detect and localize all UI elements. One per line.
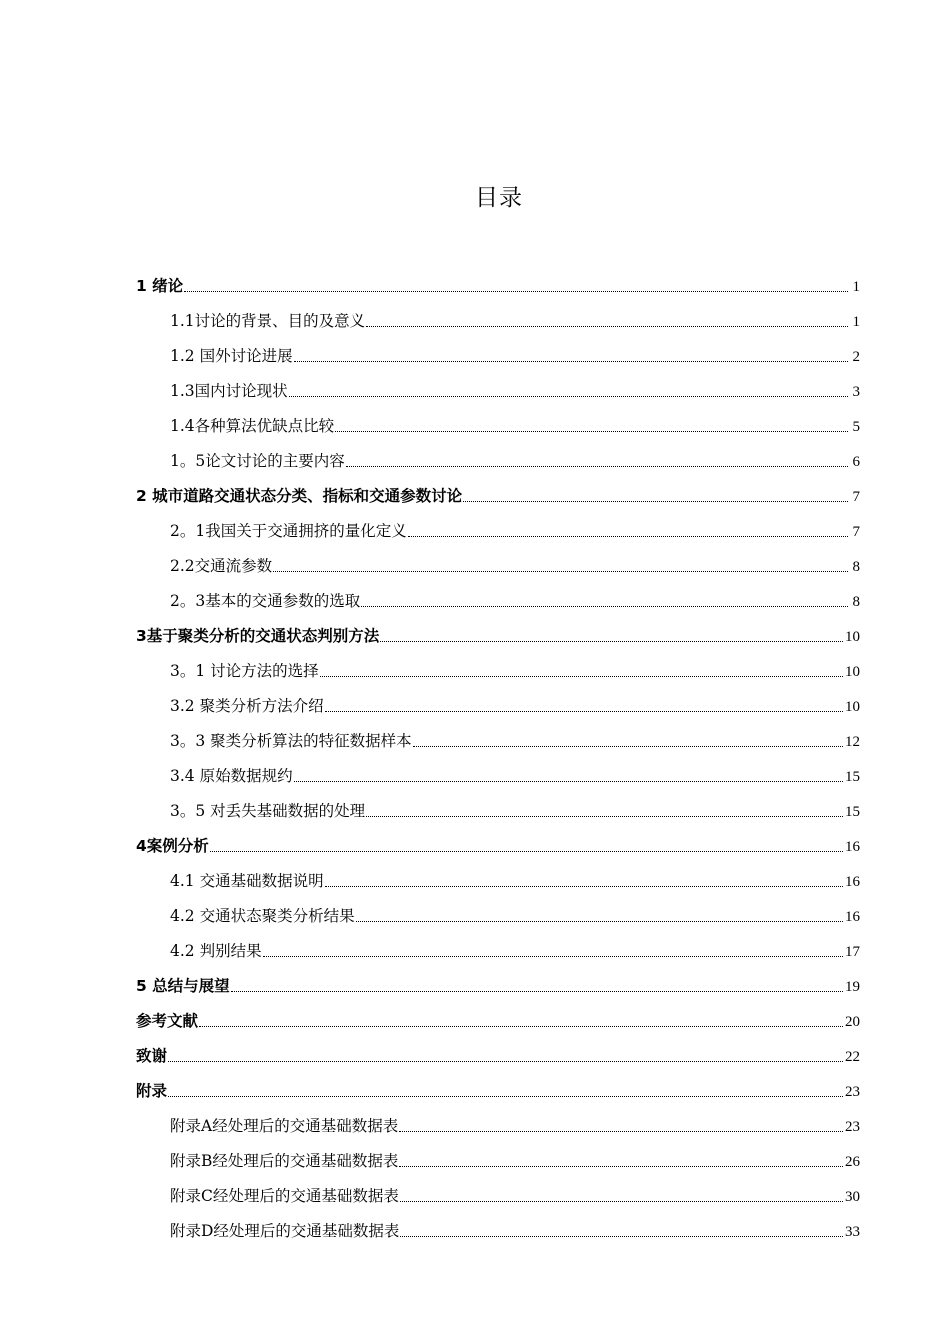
toc-entry-label: 2 城市道路交通状态分类、指标和交通参数讨论 bbox=[136, 487, 463, 505]
toc-page-number: 1 bbox=[852, 314, 860, 330]
toc-page-number: 15 bbox=[845, 769, 860, 785]
toc-dot-leader bbox=[463, 501, 848, 502]
toc-page-number: 1 bbox=[852, 279, 860, 295]
table-of-contents bbox=[136, 268, 860, 1248]
toc-entry-label: 3.4 原始数据规约 bbox=[170, 767, 293, 785]
toc-entry-label: 1。5论文讨论的主要内容 bbox=[170, 452, 345, 470]
toc-entry-label: 1.2 国外讨论进展 bbox=[170, 347, 293, 365]
toc-section-entry[interactable] bbox=[136, 338, 860, 373]
toc-entry-label: 5 总结与展望 bbox=[136, 977, 230, 995]
toc-page-number: 10 bbox=[845, 699, 860, 715]
toc-section-entry[interactable] bbox=[136, 373, 860, 408]
toc-entry-label: 致谢 bbox=[136, 1047, 168, 1065]
toc-entry-label: 参考文献 bbox=[136, 1012, 199, 1030]
toc-section-entry[interactable] bbox=[136, 688, 860, 723]
toc-dot-leader bbox=[168, 1061, 843, 1062]
toc-section-entry[interactable] bbox=[136, 758, 860, 793]
toc-entry-label: 附录C经处理后的交通基础数据表 bbox=[170, 1187, 399, 1205]
toc-entry-label: 3。1 讨论方法的选择 bbox=[170, 662, 319, 680]
toc-dot-leader bbox=[199, 1026, 843, 1027]
toc-section-entry[interactable] bbox=[136, 548, 860, 583]
toc-dot-leader bbox=[210, 851, 843, 852]
toc-dot-leader bbox=[413, 746, 843, 747]
toc-section-entry[interactable] bbox=[136, 863, 860, 898]
toc-page-number: 5 bbox=[852, 419, 860, 435]
toc-entry-label: 4.1 交通基础数据说明 bbox=[170, 872, 324, 890]
toc-chapter-entry[interactable] bbox=[136, 1038, 860, 1073]
toc-entry-label: 3。5 对丢失基础数据的处理 bbox=[170, 802, 366, 820]
toc-dot-leader bbox=[335, 431, 848, 432]
toc-page-number: 7 bbox=[852, 524, 860, 540]
toc-page-number: 16 bbox=[845, 874, 860, 890]
toc-entry-label: 附录D经处理后的交通基础数据表 bbox=[170, 1222, 400, 1240]
toc-dot-leader bbox=[380, 641, 843, 642]
toc-entry-label: 2。3基本的交通参数的选取 bbox=[170, 592, 361, 610]
toc-entry-label: 2。1我国关于交通拥挤的量化定义 bbox=[170, 522, 407, 540]
toc-entry-label: 3。3 聚类分析算法的特征数据样本 bbox=[170, 732, 412, 750]
toc-dot-leader bbox=[294, 361, 848, 362]
toc-page-number: 23 bbox=[845, 1084, 860, 1100]
toc-entry-label: 2.2交通流参数 bbox=[170, 557, 273, 575]
toc-section-entry[interactable] bbox=[136, 1178, 860, 1213]
toc-section-entry[interactable] bbox=[136, 583, 860, 618]
toc-page-number: 15 bbox=[845, 804, 860, 820]
toc-entry-label: 3.2 聚类分析方法介绍 bbox=[170, 697, 324, 715]
toc-page-number: 23 bbox=[845, 1119, 860, 1135]
toc-dot-leader bbox=[325, 711, 843, 712]
toc-entry-label: 附录A经处理后的交通基础数据表 bbox=[170, 1117, 399, 1135]
toc-section-entry[interactable] bbox=[136, 1143, 860, 1178]
toc-entry-label: 1.3国内讨论现状 bbox=[170, 382, 288, 400]
toc-page-number: 7 bbox=[852, 489, 860, 505]
toc-section-entry[interactable] bbox=[136, 653, 860, 688]
toc-title: 目录 bbox=[475, 185, 523, 211]
toc-dot-leader bbox=[361, 606, 848, 607]
toc-chapter-entry[interactable] bbox=[136, 478, 860, 513]
toc-page-number: 3 bbox=[852, 384, 860, 400]
toc-chapter-entry[interactable] bbox=[136, 828, 860, 863]
toc-section-entry[interactable] bbox=[136, 1213, 860, 1248]
toc-dot-leader bbox=[294, 781, 843, 782]
toc-dot-leader bbox=[289, 396, 848, 397]
toc-entry-label: 4.2 判别结果 bbox=[170, 942, 262, 960]
toc-section-entry[interactable] bbox=[136, 408, 860, 443]
toc-page-number: 10 bbox=[845, 664, 860, 680]
toc-page-number: 20 bbox=[845, 1014, 860, 1030]
toc-page-number: 17 bbox=[845, 944, 860, 960]
toc-dot-leader bbox=[263, 956, 843, 957]
toc-entry-label: 附录 bbox=[136, 1082, 168, 1100]
toc-page-number: 8 bbox=[852, 594, 860, 610]
toc-entry-label: 附录B经处理后的交通基础数据表 bbox=[170, 1152, 399, 1170]
toc-dot-leader bbox=[356, 921, 843, 922]
toc-dot-leader bbox=[320, 676, 843, 677]
toc-page-number: 2 bbox=[852, 349, 860, 365]
toc-page-number: 10 bbox=[845, 629, 860, 645]
toc-section-entry[interactable] bbox=[136, 303, 860, 338]
toc-page-number: 12 bbox=[845, 734, 860, 750]
toc-page-number: 16 bbox=[845, 909, 860, 925]
toc-chapter-entry[interactable] bbox=[136, 618, 860, 653]
toc-dot-leader bbox=[399, 1131, 843, 1132]
toc-section-entry[interactable] bbox=[136, 898, 860, 933]
toc-section-entry[interactable] bbox=[136, 793, 860, 828]
toc-section-entry[interactable] bbox=[136, 1108, 860, 1143]
toc-entry-label: 4.2 交通状态聚类分析结果 bbox=[170, 907, 355, 925]
toc-page-number: 30 bbox=[845, 1189, 860, 1205]
toc-dot-leader bbox=[273, 571, 848, 572]
toc-section-entry[interactable] bbox=[136, 443, 860, 478]
toc-dot-leader bbox=[346, 466, 848, 467]
toc-dot-leader bbox=[366, 326, 848, 327]
toc-section-entry[interactable] bbox=[136, 723, 860, 758]
toc-entry-label: 4案例分析 bbox=[136, 837, 209, 855]
toc-dot-leader bbox=[400, 1201, 843, 1202]
toc-entry-label: 1.1讨论的背景、目的及意义 bbox=[170, 312, 366, 330]
toc-entry-label: 1 绪论 bbox=[136, 277, 184, 295]
toc-chapter-entry[interactable] bbox=[136, 268, 860, 303]
toc-dot-leader bbox=[399, 1166, 843, 1167]
toc-dot-leader bbox=[168, 1096, 843, 1097]
toc-chapter-entry[interactable] bbox=[136, 1073, 860, 1108]
toc-dot-leader bbox=[231, 991, 843, 992]
toc-entry-label: 1.4各种算法优缺点比较 bbox=[170, 417, 335, 435]
toc-dot-leader bbox=[184, 291, 848, 292]
toc-page-number: 19 bbox=[845, 979, 860, 995]
toc-dot-leader bbox=[325, 886, 843, 887]
toc-section-entry[interactable] bbox=[136, 933, 860, 968]
toc-page-number: 22 bbox=[845, 1049, 860, 1065]
toc-chapter-entry[interactable] bbox=[136, 1003, 860, 1038]
toc-dot-leader bbox=[408, 536, 848, 537]
toc-page-number: 33 bbox=[845, 1224, 860, 1240]
toc-dot-leader bbox=[400, 1236, 843, 1237]
toc-section-entry[interactable] bbox=[136, 513, 860, 548]
toc-page-number: 26 bbox=[845, 1154, 860, 1170]
toc-dot-leader bbox=[366, 816, 843, 817]
toc-entry-label: 3基于聚类分析的交通状态判别方法 bbox=[136, 627, 380, 645]
toc-page-number: 6 bbox=[852, 454, 860, 470]
toc-page-number: 8 bbox=[852, 559, 860, 575]
toc-page-number: 16 bbox=[845, 839, 860, 855]
toc-chapter-entry[interactable] bbox=[136, 968, 860, 1003]
